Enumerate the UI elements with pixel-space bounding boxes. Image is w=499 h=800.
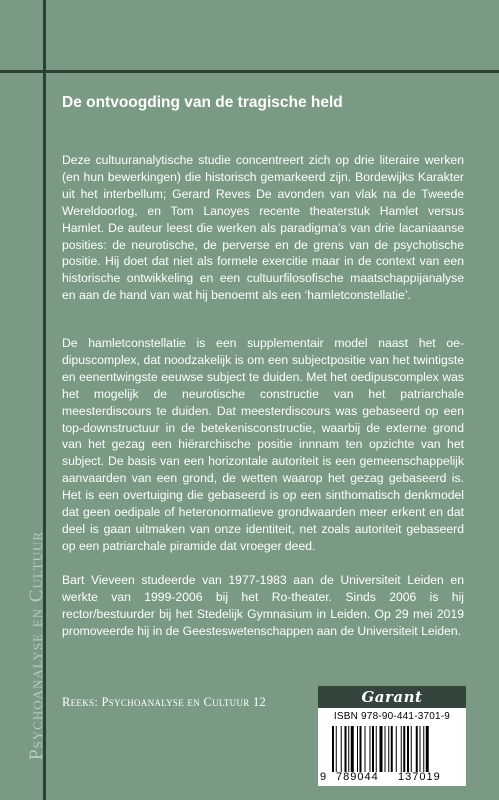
barcode-digit-lead: 9 <box>320 771 327 783</box>
barcode-bar <box>423 726 424 772</box>
barcode-bar <box>332 726 334 772</box>
barcode-bars <box>332 726 458 772</box>
blurb-paragraph-2: De hamletconstellatie is een supplementair model naast het oedipuscomplex, dat noodzakelijk is om een subjectpositie van het twintigste en eenentwingste eeuwse subject te duiden. Met het oedipuscomplex was het mogelijk de neurotische constructie van het patriarchale meesterdiscours te duiden. Dat meesterdiscours was gebaseerd op een top-downstructuur in de betekenisconstructie, waarbij de externe grond van het gezag een hiërarchische positie innnam ten opzichte van het subject. De basis van een horizontale autoriteit is een gemeenschappelijk aanvaarden van een grond, de wetten waarop het gezag gebaseerd is. Het is een overtuiging die gebaseerd is op een sinthomatisch denkmodel dat geen oedipale of heteronormatieve grondwaarden meer erkent en dat deel is gaan uitmaken van onze identiteit, net zoals autoriteit gebaseerd op een patriarchale piramide dat vroeger deed. <box>62 336 464 553</box>
barcode-bar <box>370 726 371 772</box>
barcode-bar <box>396 726 397 772</box>
barcode-bar <box>403 726 405 772</box>
barcode-bar <box>372 726 374 772</box>
barcode-bar <box>357 726 358 772</box>
author-bio-paragraph: Bart Vieveen studeerde van 1977-1983 aan de Universiteit Leiden en werkte van 1999-2006 bij het Ro-theater. Sinds 2006 is hij rector/bestuurder bij het Stedelijk Gymnasium in Leiden. Op 29 mei 2019 promoveerde hij in de Geesteswetenschappen aan de Universiteit Leiden. <box>62 573 464 638</box>
publisher-logo <box>318 686 466 708</box>
barcode-bar <box>385 726 386 772</box>
barcode-bar <box>426 726 429 772</box>
horizontal-rule <box>0 70 499 73</box>
barcode-bar <box>341 726 342 772</box>
series-spine-label: Psychoanalyse en Cultuur <box>26 530 47 760</box>
barcode-bar <box>416 726 418 772</box>
barcode-bar <box>351 726 354 772</box>
barcode-bar <box>365 726 366 772</box>
barcode-bar <box>388 726 389 772</box>
book-title: De ontvoogding van de tragische held <box>62 94 343 111</box>
barcode-bar <box>407 726 409 772</box>
barcode-digits-right: 137019 <box>398 771 441 783</box>
barcode-bar <box>376 726 377 772</box>
barcode-bar <box>411 726 412 772</box>
barcode-bar <box>345 726 347 772</box>
isbn-text: ISBN 978-90-441-3701-9 <box>333 711 451 722</box>
barcode-bar <box>380 726 383 772</box>
barcode-bar <box>336 726 337 772</box>
barcode-bar <box>391 726 393 772</box>
barcode-bar <box>401 726 402 772</box>
barcode-bar <box>420 726 421 772</box>
barcode-digits-left: 789044 <box>336 771 379 783</box>
barcode-bar <box>360 726 362 772</box>
publisher-logo-text: Garant <box>361 688 423 706</box>
barcode-bar <box>348 726 349 772</box>
series-label: Reeks: Psychoanalyse en Cultuur 12 <box>62 695 267 709</box>
blurb-paragraph-1: Deze cultuuranalytische studie concentreert zich op drie literaire werken (en hun bewerkingen) die historisch gemarkeerd zijn. Bordewijks Karakter uit het interbellum; Gerard Reves De avonden van vlak na de Tweede Wereldoorlog, en Tom Lanoyes recente theaterstuk Hamlet versus Hamlet. De auteur leest die werken als paradigma’s van drie lacaniaanse posities: de neurotische, de perverse en de grens van de psychotische positie. Hij doet dat niet als formele exercitie maar in de context van een historische ontwikkeling en een cultuurfilosofische maatschappijanalyse en aan de hand van wat hij benoemt als een ‘hamletconstellatie’. <box>62 153 464 303</box>
